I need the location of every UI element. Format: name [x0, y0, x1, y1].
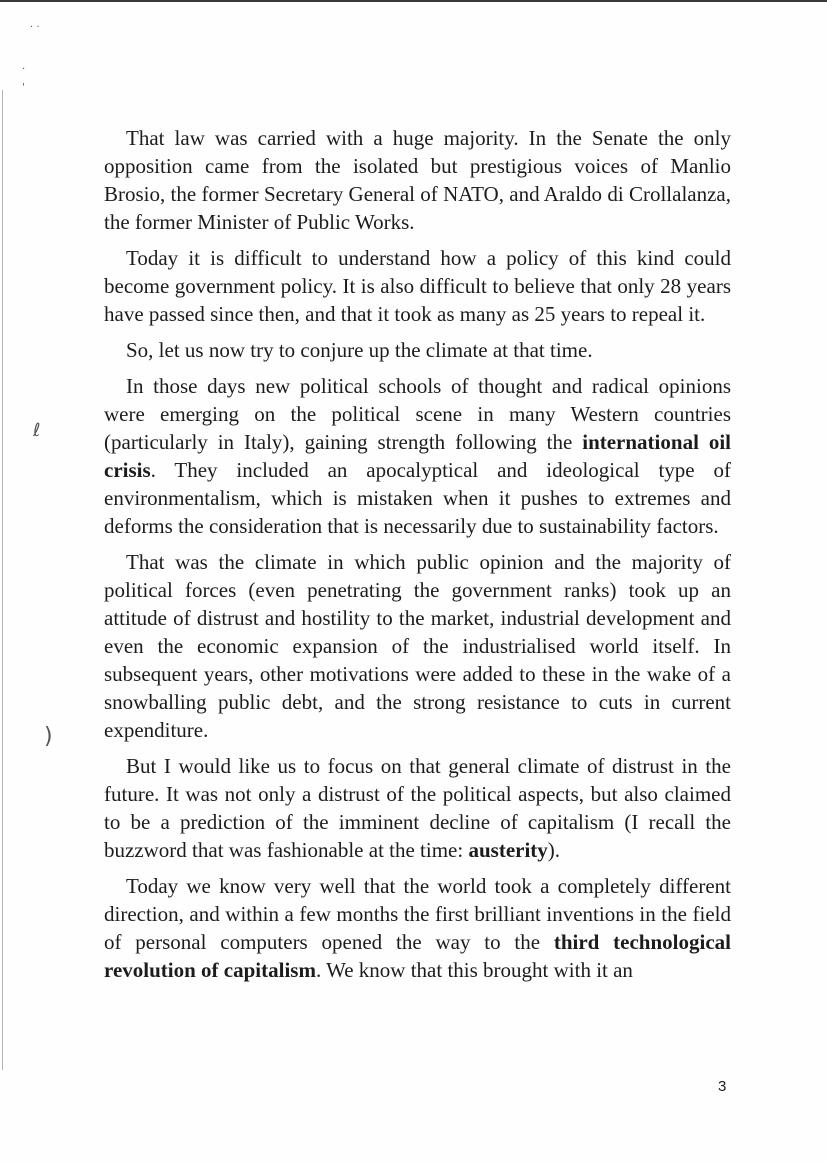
- paragraph: [104, 124, 731, 236]
- text-run: ).: [547, 838, 561, 862]
- text-run: That was the climate in which public opinion and the majority of political forces (even penetrating the government ranks) took up an attitude of distrust and hostility to the market, industrial development and even the economic expansion of the industrialised world itself. In subsequent years, other motivations were added to these in the wake of a snowballing public debt, and the strong resistance to cuts in current expenditure.: [104, 550, 731, 742]
- text-run: That law was carried with a huge majority. In the Senate the only opposition came from the isolated but prestigious voices of Manlio Brosio, the former Secretary General of NATO, and Araldo di Crollalanza, the former Minister of Public Works.: [104, 126, 731, 234]
- text-run: Today it is difficult to understand how a policy of this kind could become government policy. It is also difficult to believe that only 28 years have passed since then, and that it took as many as 25 years to repeal it.: [104, 246, 731, 326]
- bold-phrase: third technological revolution of capitalism: [104, 930, 731, 982]
- paragraph: [104, 372, 731, 540]
- scan-margin-shadow: [2, 90, 3, 1070]
- body-text: [104, 124, 731, 992]
- text-run: In those days new political schools of thought and radical opinions were emerging on the political scene in many Western countries (particularly in Italy), gaining strength following the: [104, 374, 731, 454]
- text-run: . We know that this brought with it an: [315, 958, 633, 982]
- bold-phrase: international oil crisis: [104, 430, 731, 482]
- scan-speck: ': [22, 82, 25, 93]
- text-run: . They included an apocalyptical and ideological type of environmentalism, which is mistaken when it pushes to extremes and deforms the consideration that is necessarily due to sustainability factors.: [104, 458, 731, 538]
- page-number: 3: [718, 1078, 727, 1095]
- paragraph: [104, 872, 731, 984]
- paragraph: [104, 752, 731, 864]
- text-run: Today we know very well that the world took a completely different direction, and within a few months the first brilliant inventions in the field of personal computers opened the way to the: [104, 874, 731, 954]
- scan-speck: ℓ: [33, 420, 41, 441]
- scan-speck: ·: [22, 64, 26, 75]
- paragraph: [104, 244, 731, 328]
- bold-phrase: austerity: [468, 838, 548, 862]
- scan-speck: ): [44, 724, 53, 749]
- text-run: But I would like us to focus on that general climate of distrust in the future. It was not only a distrust of the political aspects, but also claimed to be a prediction of the imminent decline of capitalism (I recall the buzzword that was fashionable at the time:: [104, 754, 731, 862]
- scan-speck: · ·: [30, 22, 40, 33]
- text-run: So, let us now try to conjure up the climate at that time.: [126, 338, 593, 362]
- paragraph: [104, 336, 731, 364]
- paragraph: [104, 548, 731, 744]
- scan-edge-line: [0, 0, 827, 2]
